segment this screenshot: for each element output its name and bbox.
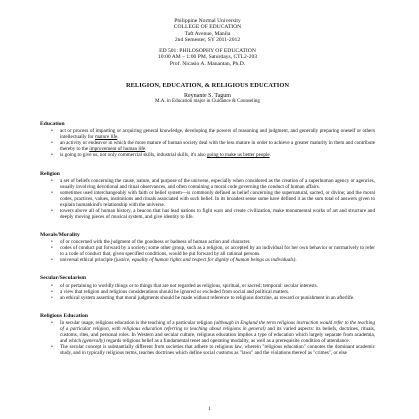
bullet-item (60, 178, 375, 190)
bullet-text: . (269, 152, 271, 159)
bullet-list (40, 178, 375, 220)
bullet-list (40, 239, 375, 263)
bullet-item (60, 295, 375, 301)
bullet-text: In secular usage, religious education is the teaching of a particular religion (60, 319, 214, 326)
bullet-list (40, 128, 375, 158)
institution-header (40, 18, 375, 67)
bullet-item (60, 128, 375, 140)
bullet-item (60, 245, 375, 257)
semester: 2nd Semester, SY 2011-2012 (174, 36, 241, 43)
bullet-item (60, 257, 375, 263)
bullet-text: The secular concept is substantially different from societies that adhere to religious law, wherein "religious education" connotes the dominant academic study, and in typically religious terms, teaches doctrines which define social customs as "laws" and the violations thereof as "crimes", or else (60, 344, 375, 357)
section-education (40, 121, 375, 158)
address: Taft Avenue, Manila (184, 30, 231, 37)
bullet-item (60, 140, 375, 152)
bullet-text: . (117, 134, 119, 141)
university-name: Philippine Normal University (174, 18, 241, 24)
section-religious-education (40, 313, 375, 356)
bullet-text: . (295, 257, 297, 264)
bullet-text: a set of beliefs concerning the cause, nature, and purpose of the universe, especially when considered as the creation of a superhuman agency or agencies, usually involving devotional and ritual observances, and often containing a moral code governing the conduct of human affairs. (60, 177, 375, 190)
bullet-text: codes of conduct put forward by a society; some other group, such as a religion, or accepted by an individual for her own behavior or normatively to refer to a code of conduct that, given specified conditions, would be put forward by all rational persons. (60, 245, 375, 258)
author-name: Reynante S. Tagum (184, 93, 231, 100)
bullet-text: an ethical system asserting that moral judgments should be made without reference to religious doctrine, as reward or punishment in an afterlife. (60, 294, 355, 301)
bullet-item (60, 208, 375, 220)
bullet-item (60, 344, 375, 356)
section-religion (40, 171, 375, 221)
bullet-text: mature life (95, 134, 118, 141)
bullet-text: (although in England the term religious instruction would refer to the teaching of a particular religion, with religious education referring to teaching about religions in general) (60, 319, 375, 333)
bullet-item (60, 190, 375, 208)
section-heading: Religion (40, 170, 60, 177)
college-name: COLLEGE OF EDUCATION (173, 24, 242, 31)
section-secular-secularism (40, 275, 375, 300)
bullet-text: of or pertaining to worldly things or to things that are not regarded as religious, spiritual, or sacred; temporal: secular interests. (60, 282, 318, 289)
bullet-item (60, 320, 375, 344)
bullet-text: is going to give us, not only commercial skills, industrial skills, it's also (60, 152, 207, 159)
page-number: 1 (208, 406, 211, 412)
bullet-list (40, 283, 375, 301)
bullet-text: towers above all of human history, a beacon that has lead nations to fight wars and create civilization, make monumental works of art and structure and deeply moving pieces of musical system, and give identity to life. (60, 207, 375, 220)
course-title: ED 501: PHILOSOPHY OF EDUCATION (159, 48, 256, 55)
section-morals-morality (40, 232, 375, 263)
bullet-text: . (145, 146, 147, 153)
sections-container (40, 121, 375, 356)
paper-title: RELIGION, EDUCATION, & RELIGIOUS EDUCATION (125, 82, 290, 90)
bullet-text: an activity or endeavor in which the more mature of human society deal with the less mature in order to achieve a greater maturity in them and contribute thereby to the (60, 140, 375, 153)
bullet-text: universal ethical principle (60, 257, 115, 264)
professor: Prof. Nicasio A. Manantan, Ph.D. (169, 60, 246, 67)
bullet-item (60, 152, 375, 158)
course-schedule: 10:00 AM – 1:00 PM, Saturdays, CTL2-203 (157, 54, 258, 61)
bullet-text: sometimes used interchangeably with faith or belief system—is commonly defined as belief concerning the supernatural, sacred, or divine; and the moral codes, practices, values, institutions and rituals associated with such belief. In its broadest sense some have defined it as the sum total of answers given to explain humankind's relationship with the universe. (60, 189, 375, 208)
section-heading: Secular/Secularism (40, 275, 86, 282)
bullet-text: (generally) (82, 338, 105, 345)
section-heading: Morals/Morality (40, 232, 80, 239)
bullet-text: a view that religion and religious considerations should be ignored or excluded from social and political matters. (60, 288, 290, 295)
bullet-text: improvement of human life (89, 146, 146, 153)
section-heading: Education (40, 121, 65, 128)
bullet-text: and its varied aspects: its beliefs, doctrines, rituals, customs, rites, and personal roles. In Western and secular culture, religious education implies a type of education which largely separate from academia, and which (60, 326, 376, 345)
bullet-text: (justice, equality of human rights and respect for dignity of human beings as individuals) (114, 257, 296, 264)
bullet-list (40, 320, 375, 356)
author-degree: M.A. in Education major in Guidance & Counseling (155, 99, 260, 105)
bullet-text: of or concerned with the judgment of the goodness or badness of human action and character. (60, 239, 251, 246)
bullet-text: regards religious belief as a fundamental tenet and operating modality, as well as a prerequisite condition of attendance. (105, 338, 350, 345)
section-heading: Religious Education (40, 312, 89, 319)
bullet-text: going to make us better people (206, 152, 270, 159)
bullet-text: act or process of imparting or acquiring general knowledge, developing the powers of reasoning and judgment, and generally preparing oneself or others intellectually for (60, 128, 375, 141)
